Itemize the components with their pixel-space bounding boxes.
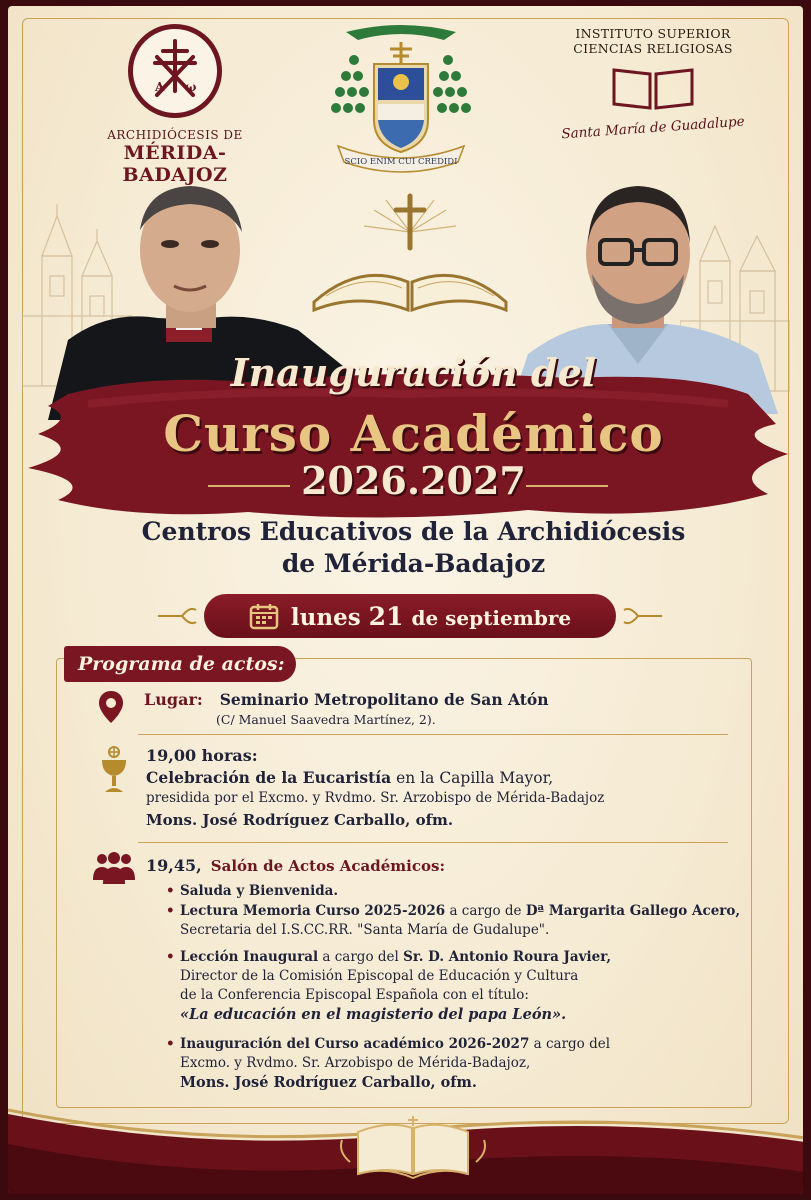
list-item: [166, 948, 746, 1025]
chalice-icon: [100, 746, 128, 794]
institute-line1: INSTITUTO SUPERIOR: [575, 26, 731, 41]
divider: [138, 734, 728, 735]
svg-text:A: A: [155, 80, 165, 94]
mass-event: Celebración de la Eucaristía: [146, 768, 392, 787]
item-line3: de la Conferencia Episcopal Española con el título:: [180, 987, 529, 1003]
item-title: Inauguración del Curso académico 2026-2027: [180, 1036, 530, 1052]
mass-line2: presidida por el Excmo. y Rvdmo. Sr. Arzobispo de Mérida-Badajoz: [146, 790, 605, 806]
mass-location: en la Capilla Mayor,: [391, 769, 554, 787]
subtitle-line1: Centros Educativos de la Archidiócesis: [141, 517, 686, 546]
date-month: de septiembre: [411, 605, 572, 630]
program-heading: Programa de actos:: [64, 646, 296, 682]
poster: [8, 6, 803, 1194]
open-book-icon: [608, 62, 698, 112]
audience-icon: [92, 852, 136, 886]
item-text: a cargo del: [318, 949, 404, 965]
item-line3: Mons. José Rodríguez Carballo, ofm.: [180, 1074, 477, 1091]
date-text: [291, 602, 571, 631]
item-line2: Director de la Comisión Episcopal de Educación y Cultura: [180, 968, 579, 984]
acts-list: [166, 882, 746, 1093]
item-text: a cargo de: [445, 903, 526, 919]
date-badge: [204, 594, 616, 638]
ornament-left: [158, 604, 198, 628]
place-row: [144, 690, 549, 709]
lecture-title: «La educación en el magisterio del papa León».: [180, 1006, 567, 1023]
title-line1: Inauguración del: [230, 350, 597, 395]
subtitle-line2: de Mérida-Badajoz: [281, 549, 546, 578]
ornament-right: [622, 604, 662, 628]
place-label: Lugar:: [144, 690, 203, 709]
date-weekday: lunes: [290, 603, 361, 631]
archdiocese-logo: [80, 24, 270, 186]
place-address: (C/ Manuel Saavedra Martínez, 2).: [216, 712, 436, 727]
item-title: Lectura Memoria Curso 2025-2026: [180, 903, 446, 919]
mass-time: 19,00 horas:: [146, 746, 258, 765]
institute-line2: CIENCIAS RELIGIOSAS: [573, 41, 733, 56]
institute-name: Santa María de Guadalupe: [560, 113, 746, 143]
location-pin-icon: [98, 690, 124, 724]
mass-line1: [146, 768, 553, 787]
mass-line3: Mons. José Rodríguez Carballo, ofm.: [146, 811, 454, 829]
footer-book-icon: [328, 1112, 498, 1182]
acts-header: [146, 856, 445, 875]
archdiocese-label: ARCHIDIÓCESIS DE: [107, 128, 243, 142]
item-title: Saluda y Bienvenida.: [180, 883, 339, 899]
item-text: a cargo del: [529, 1036, 611, 1052]
institute-logo: [548, 26, 758, 143]
acts-time: 19,45,: [146, 856, 202, 875]
episcopal-crest: [326, 20, 476, 185]
divider: [138, 842, 728, 843]
list-item: [166, 902, 746, 940]
date-day: 21: [368, 601, 404, 631]
calendar-icon: [249, 602, 279, 630]
item-title: Lección Inaugural: [180, 949, 319, 965]
item-line2: Excmo. y Rvdmo. Sr. Arzobispo de Mérida-Badajoz,: [180, 1055, 531, 1071]
acts-place: Salón de Actos Académicos:: [210, 857, 445, 875]
title-year: 2026.2027: [301, 458, 526, 503]
place-name: Seminario Metropolitano de San Atón: [219, 690, 549, 709]
item-person: Dª Margarita Gallego Acero,: [525, 903, 741, 919]
subtitle: [8, 516, 803, 580]
list-item: [166, 882, 746, 901]
archdiocese-cross-emblem: [128, 24, 222, 118]
title-line2: Curso Académico: [163, 404, 664, 463]
crest-motto: SCIO ENIM CUI CREDIDI: [344, 157, 458, 167]
list-item: [166, 1035, 746, 1093]
item-person: Sr. D. Antonio Roura Javier,: [403, 949, 612, 965]
item-line2: Secretaria del I.S.CC.RR. "Santa María de Gudalupe".: [180, 922, 550, 938]
archdiocese-name: MÉRIDA-BADAJOZ: [122, 142, 228, 186]
svg-text:ω: ω: [185, 80, 197, 94]
